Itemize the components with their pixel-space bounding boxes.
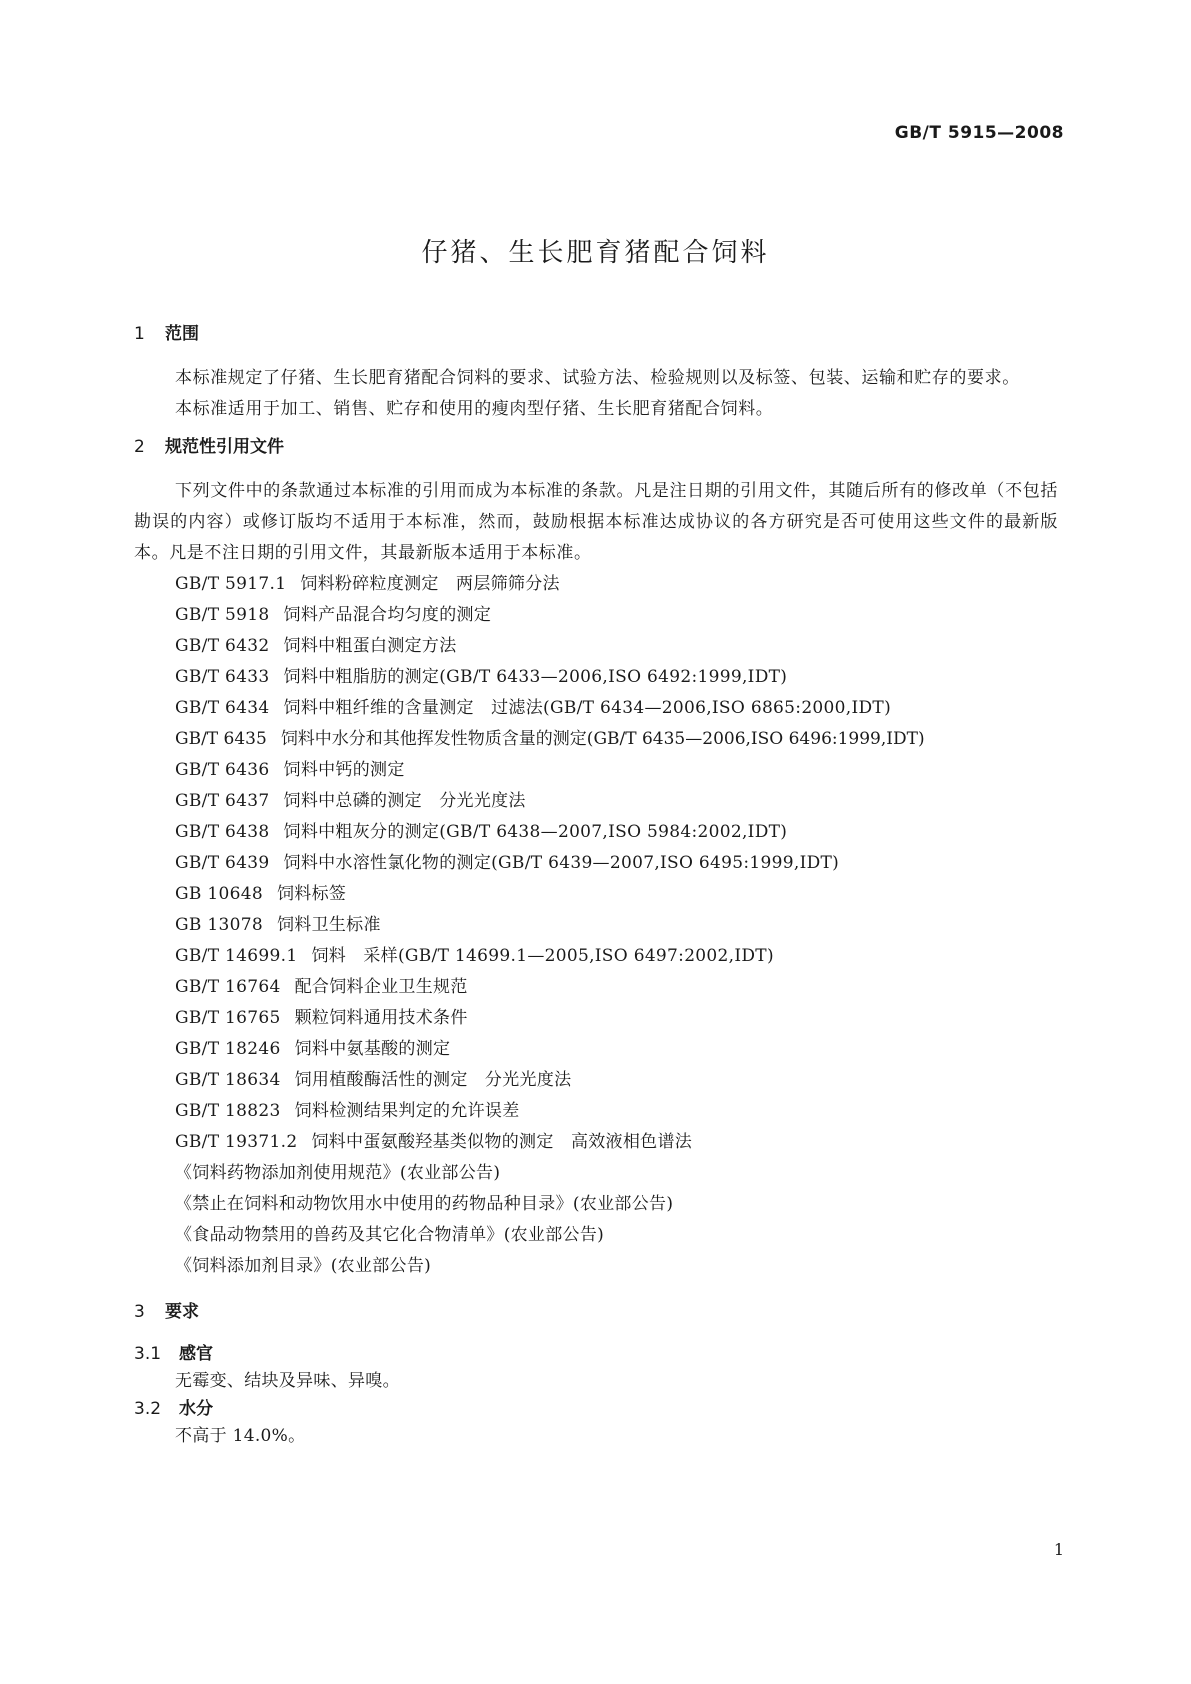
notice-item: 《饲料添加剂目录》(农业部公告) [175,1256,432,1276]
notice-item: 《食品动物禁用的兽药及其它化合物清单》(农业部公告) [175,1225,605,1245]
reference-title: 饲料中蛋氨酸羟基类似物的测定 高效液相色谱法 [311,1132,693,1152]
reference-title: 饲用植酸酶活性的测定 分光光度法 [294,1070,572,1090]
reference-item [134,1034,1058,1065]
section-number: 2 [134,437,145,457]
reference-title: 饲料粉碎粒度测定 两层筛筛分法 [300,574,560,594]
reference-title: 饲料中粗纤维的含量测定 过滤法(GB/T 6434—2006,ISO 6865:2000,IDT) [283,698,891,718]
reference-item [134,662,1058,693]
reference-code: GB/T 6436 [175,760,270,780]
reference-code: GB/T 16765 [175,1008,281,1028]
reference-title: 饲料中水溶性氯化物的测定(GB/T 6439—2007,ISO 6495:1999,IDT) [283,853,840,873]
reference-item [134,817,1058,848]
section-3-heading [134,1300,1058,1324]
subsection-number: 3.1 [134,1344,162,1364]
reference-item [134,631,1058,662]
reference-item [134,1065,1058,1096]
reference-title: 饲料中水分和其他挥发性物质含量的测定(GB/T 6435—2006,ISO 6496:1999,IDT) [280,729,925,749]
section-1-heading [134,322,1058,346]
reference-title: 饲料 采样(GB/T 14699.1—2005,ISO 6497:2002,IDT) [311,946,774,966]
reference-item [134,786,1058,817]
reference-code: GB 13078 [175,915,263,935]
sensory-requirement: 无霉变、结块及异味、异嗅。 [175,1371,400,1391]
reference-code: GB/T 6433 [175,667,270,687]
reference-code: GB/T 6432 [175,636,270,656]
references-intro: 下列文件中的条款通过本标准的引用而成为本标准的条款。凡是注日期的引用文件，其随后所有的修改单（不包括勘误的内容）或修订版均不适用于本标准，然而，鼓励根据本标准达成协议的各方研究是否可使用这些文件的最新版本。凡是不注日期的引用文件，其最新版本适用于本标准。 [134,481,1058,563]
section-number: 1 [134,324,145,344]
section-number: 3 [134,1302,145,1322]
notice-item: 《饲料药物添加剂使用规范》(农业部公告) [175,1163,501,1183]
reference-code: GB/T 6439 [175,853,270,873]
document-title: 仔猪、生长肥育猪配合饲料 [421,238,770,268]
reference-code: GB/T 5918 [175,605,270,625]
section-title: 要求 [165,1302,199,1322]
reference-item [134,910,1058,941]
reference-title: 饲料中粗蛋白测定方法 [283,636,457,656]
reference-code: GB/T 19371.2 [175,1132,298,1152]
reference-title: 饲料产品混合均匀度的测定 [283,605,492,625]
reference-title: 饲料中粗灰分的测定(GB/T 6438—2007,ISO 5984:2002,IDT) [283,822,788,842]
reference-title: 饲料中氨基酸的测定 [294,1039,451,1059]
reference-item [134,941,1058,972]
reference-title: 饲料卫生标准 [276,915,381,935]
standard-code: GB/T 5915—2008 [894,123,1064,143]
reference-title: 颗粒饲料通用技术条件 [294,1008,468,1028]
reference-title: 饲料中钙的测定 [283,760,405,780]
reference-title: 饲料标签 [276,884,347,904]
subsection-title: 感官 [179,1344,213,1364]
section-title: 规范性引用文件 [165,437,284,457]
reference-item [134,569,1058,600]
reference-code: GB/T 18634 [175,1070,281,1090]
section-title: 范围 [165,324,199,344]
reference-code: GB/T 6437 [175,791,270,811]
reference-item [134,724,1058,755]
section-2-heading [134,435,1058,459]
subsection-title: 水分 [179,1399,213,1419]
reference-code: GB/T 16764 [175,977,281,997]
notice-item: 《禁止在饲料和动物饮用水中使用的药物品种目录》(农业部公告) [175,1194,674,1214]
reference-item [134,1127,1058,1158]
scope-paragraph: 本标准规定了仔猪、生长肥育猪配合饲料的要求、试验方法、检验规则以及标签、包装、运输和贮存的要求。 [175,368,1020,388]
reference-code: GB/T 18246 [175,1039,281,1059]
scope-paragraph: 本标准适用于加工、销售、贮存和使用的瘦肉型仔猪、生长肥育猪配合饲料。 [175,399,774,419]
subsection-number: 3.2 [134,1399,162,1419]
subsection-3-1-heading [134,1342,1058,1366]
reference-title: 饲料中粗脂肪的测定(GB/T 6433—2006,ISO 6492:1999,IDT) [283,667,788,687]
reference-code: GB/T 6435 [175,729,267,749]
reference-code: GB/T 6438 [175,822,270,842]
moisture-requirement: 不高于 14.0%。 [175,1426,306,1446]
reference-title: 饲料中总磷的测定 分光光度法 [283,791,526,811]
reference-title: 配合饲料企业卫生规范 [294,977,468,997]
reference-item [134,1096,1058,1127]
reference-code: GB/T 18823 [175,1101,281,1121]
reference-code: GB 10648 [175,884,263,904]
reference-list [134,569,1058,1282]
subsection-3-2-heading [134,1397,1058,1421]
reference-code: GB/T 14699.1 [175,946,298,966]
reference-title: 饲料检测结果判定的允许误差 [294,1101,520,1121]
reference-code: GB/T 5917.1 [175,574,287,594]
document-body [134,322,1058,1452]
reference-item [134,600,1058,631]
page-number: 1 [1053,1540,1064,1559]
reference-item [134,693,1058,724]
reference-item [134,879,1058,910]
reference-item [134,1003,1058,1034]
reference-item [134,755,1058,786]
reference-item [134,972,1058,1003]
reference-item [134,848,1058,879]
reference-code: GB/T 6434 [175,698,270,718]
